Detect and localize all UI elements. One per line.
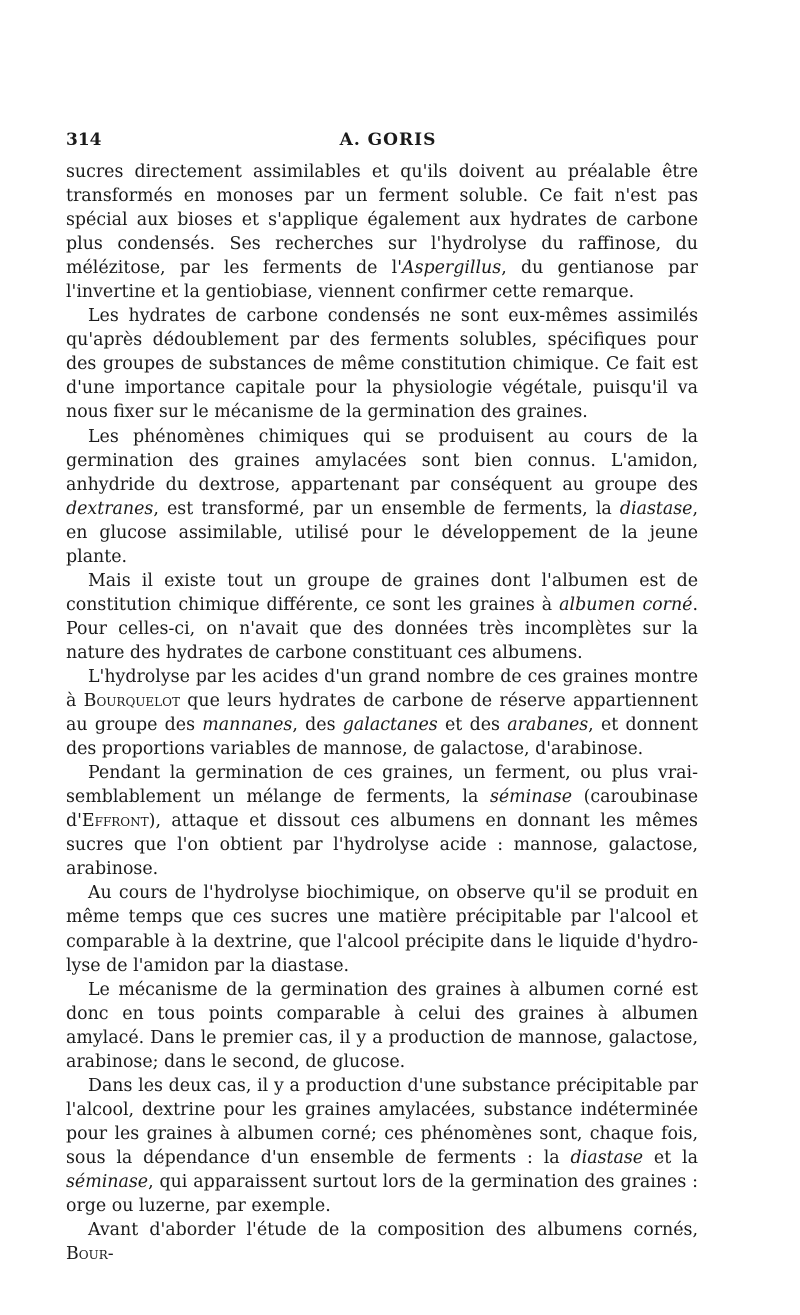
text-run: Dans les deux cas, il y a production d'une substance précipitable par l'alcool, dextrine pour les graines amylacées, substance indéterminée pour les graines à albumen corné; ces phénomènes sont, chaque fois, sous la dépendance d'un ensemble de ferments : la <box>66 1075 698 1168</box>
text-run: L'hydrolyse par les acides d'un grand nombre de ces graines montre à <box>66 666 698 712</box>
paragraph <box>66 665 698 761</box>
author-name: Effront <box>81 811 149 832</box>
italic-term: dextranes <box>66 498 154 519</box>
italic-term: mannanes <box>202 715 293 736</box>
text-run: sucres directement assimilables et qu'ils doivent au préalable être transformés en monoses par un ferment soluble. Ce fait n'est pas spécial aux bioses et s'applique également aux hydrates de carbone plus condensés. Ses recherches sur l'hydrolyse du raffinose, du mélézitose, par les ferments de l' <box>66 162 698 279</box>
text-run: , et donnent des proportions variables de mannose, de galactose, d'arabinose. <box>66 715 699 760</box>
paragraph <box>66 160 698 304</box>
text-run: Au cours de l'hydrolyse biochimique, on observe qu'il se produit en même temps que ces sucres une matière précipitable par l'alcool et comparable à la dextrine, que l'alcool précipite dans le liquide d'hydrolyse de l'amidon par la diastase. <box>66 883 698 976</box>
text-run: Avant d'aborder l'étude de la composition des albumens cornés, <box>88 1220 698 1241</box>
text-run: que leurs hydrates de carbone de réserve appartiennent au groupe des <box>66 691 698 736</box>
running-title: A. GORIS <box>339 130 437 150</box>
paragraph <box>66 1074 698 1218</box>
text-run: ), attaque et dissout ces albumens en donnant les mêmes sucres que l'on obtient par l'hydrolyse acide : mannose, galactose, arabinose. <box>66 811 698 880</box>
text-run: , qui apparaissent surtout lors de la germination des graines : orge ou luzerne, par exemple. <box>66 1171 698 1217</box>
italic-term: arabanes <box>507 715 589 736</box>
italic-term: galactanes <box>342 715 438 736</box>
page-number: 314 <box>66 130 102 150</box>
italic-term: diastase <box>570 1147 644 1168</box>
italic-term: diastase <box>619 498 693 519</box>
text-run: , est transformé, par un ensemble de ferments, la <box>153 498 620 519</box>
text-run: (caroubinase d' <box>66 787 698 832</box>
italic-term: séminase <box>66 1171 149 1192</box>
paragraph <box>66 1218 698 1266</box>
italic-term: albumen corné <box>559 594 693 615</box>
text-run: . Pour celles-ci, on n'avait que des données très incomplètes sur la nature des hydrates de carbone constituant ces albumens. <box>66 594 698 663</box>
text-run: et des <box>437 715 508 736</box>
text-run: , en glucose assimilable, utilisé pour le développement de la jeune plante. <box>66 498 698 567</box>
italic-term: séminase <box>489 787 573 808</box>
text-run: Pendant la germination de ces graines, un ferment, ou plus vraisemblablement un mélange de ferments, la <box>66 763 698 808</box>
text-run: Les hydrates de carbone condensés ne sont eux-mêmes assimilés qu'après dédoublement par des ferments solubles, spécifiques pour des groupes de substances de même constitution chimique. Ce fait est d'une importance capitale pour la physiologie végétale, puisqu'il va nous fixer sur le mécanisme de la germination des graines. <box>66 306 698 423</box>
paragraph <box>66 881 698 977</box>
author-name: Bour- <box>66 1244 114 1265</box>
text-run: Mais il existe tout un groupe de graines dont l'albumen est de constitution chimique différente, ce sont les graines à <box>66 570 698 615</box>
page-header <box>66 129 710 151</box>
text-run: , des <box>292 715 343 736</box>
text-run: Le mécanisme de la germination des graines à albumen corné est donc en tous points comparable à celui des graines à albumen amylacé. Dans le premier cas, il y a production de mannose, galactose, arabinose; dans le second, de glucose. <box>66 979 698 1072</box>
text-run: Les phénomènes chimiques qui se produisent au cours de la germination des graines amylacées sont bien connus. L'amidon, anhydride du dextrose, appartenant par conséquent au groupe des <box>66 426 698 495</box>
body-text <box>66 160 698 1266</box>
italic-term: Aspergillus <box>402 258 502 279</box>
paragraph <box>66 569 698 665</box>
author-name: Bourquelot <box>83 691 180 712</box>
paragraph <box>66 978 698 1074</box>
paragraph <box>66 304 698 424</box>
text-run: et la <box>643 1147 698 1168</box>
text-run: , du gentianose par l'invertine et la gentiobiase, viennent confirmer cette remarque. <box>66 258 698 303</box>
paragraph <box>66 425 698 569</box>
paragraph <box>66 761 698 881</box>
